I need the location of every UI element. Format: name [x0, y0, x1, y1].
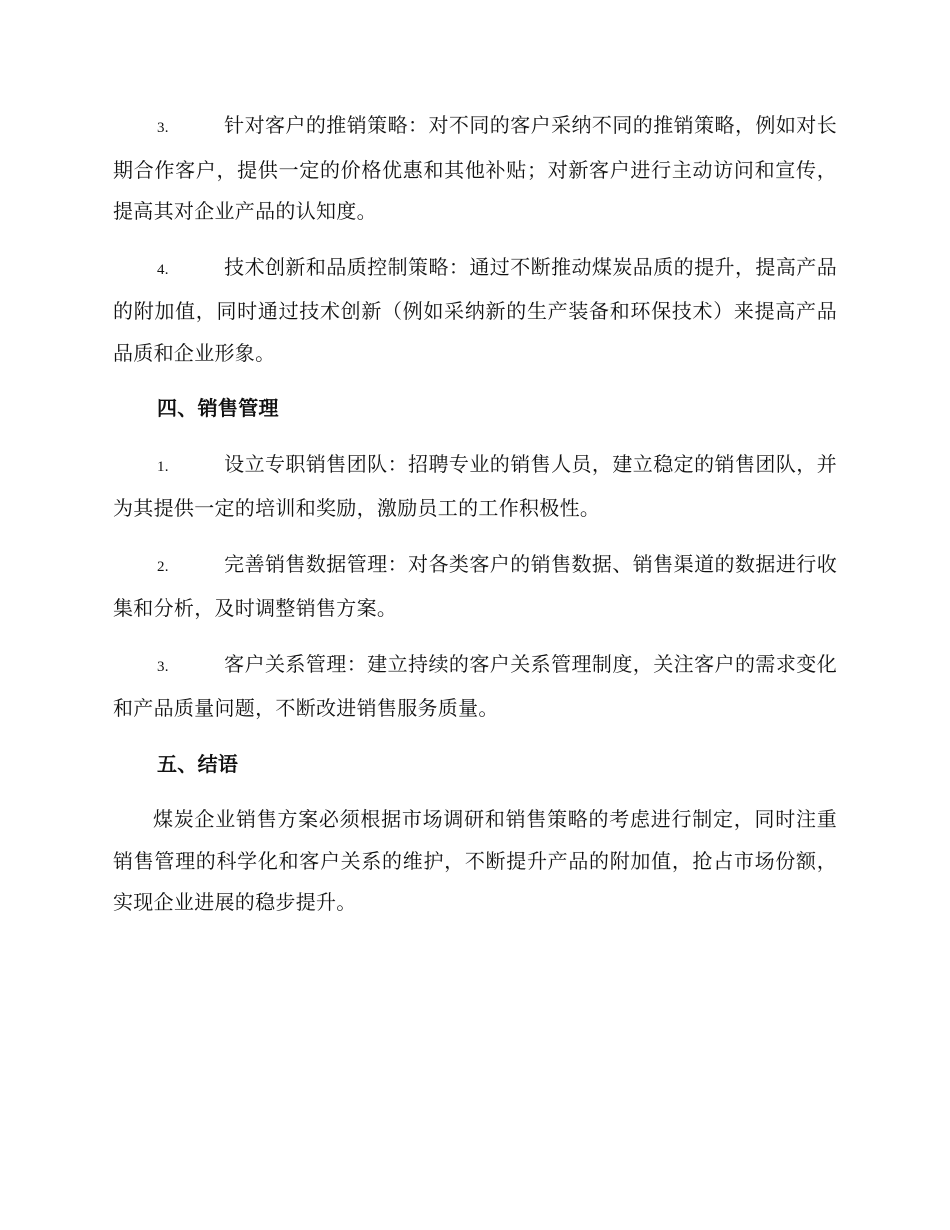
list-item	[113, 247, 837, 375]
list-item-text: 完善销售数据管理：对各类客户的销售数据、销售渠道的数据进行收集和分析，及时调整销售方案。	[113, 551, 837, 620]
list-item-text: 针对客户的推销策略：对不同的客户采纳不同的推销策略，例如对长期合作客户，提供一定的价格优惠和其他补贴；对新客户进行主动访问和宣传，提高其对企业产品的认知度。	[113, 113, 837, 223]
document-page	[113, 105, 837, 938]
list-item-number: 2.	[157, 558, 169, 575]
list-item	[113, 444, 837, 530]
section-heading-sales-management: 四、销售管理	[157, 396, 279, 420]
list-item	[113, 644, 837, 730]
list-item	[113, 544, 837, 630]
list-item-number: 3.	[157, 120, 169, 136]
list-item-number: 4.	[157, 261, 169, 278]
list-item-number: 3.	[157, 658, 169, 675]
list-item-text: 设立专职销售团队：招聘专业的销售人员，建立稳定的销售团队，并为其提供一定的培训和奖励，激励员工的工作积极性。	[113, 451, 837, 520]
list-item-number: 1.	[157, 458, 169, 475]
list-item	[113, 105, 837, 233]
list-item-text: 技术创新和品质控制策略：通过不断推动煤炭品质的提升，提高产品的附加值，同时通过技术创新（例如采纳新的生产装备和环保技术）来提高产品品质和企业形象。	[113, 254, 837, 365]
list-item-text: 客户关系管理：建立持续的客户关系管理制度，关注客户的需求变化和产品质量问题，不断改进销售服务质量。	[113, 651, 837, 720]
section-heading-conclusion: 五、结语	[157, 751, 239, 776]
conclusion-paragraph: 煤炭企业销售方案必须根据市场调研和销售策略的考虑进行制定，同时注重销售管理的科学化和客户关系的维护，不断提升产品的附加值，抢占市场份额，实现企业进展的稳步提升。	[113, 807, 837, 914]
